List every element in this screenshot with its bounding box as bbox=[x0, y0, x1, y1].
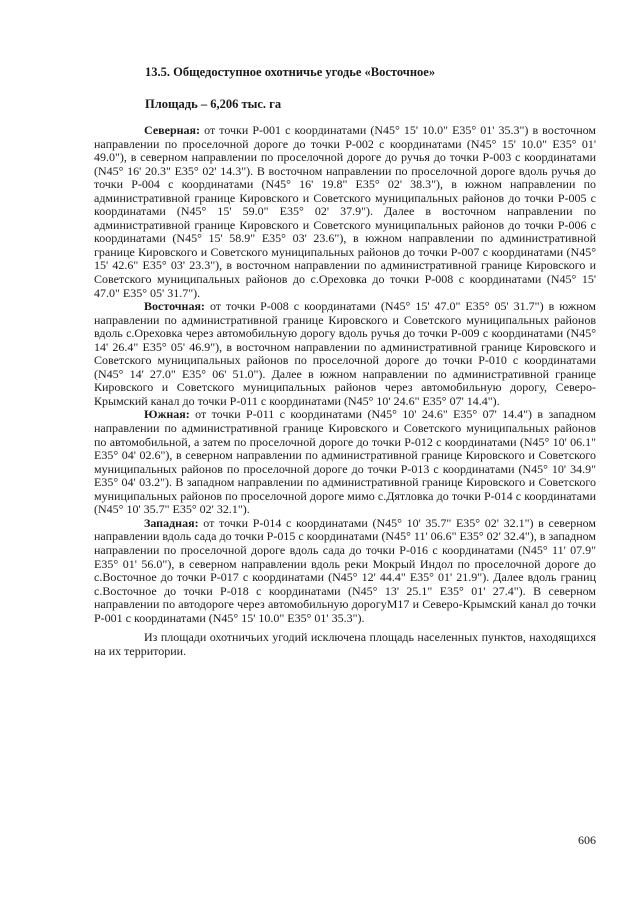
paragraph-text: от точки Р-014 с координатами (N45° 10' 35.7" E35° 02' 32.1") в северном направлении вдоль сада до точки Р-015 с координатами (N45° 11' 06.6" E35° 02' 32.4"), в западном направлении по проселочной дороге вдоль сада до точки Р-016 с координатами (N45° 11' 07.9" E35° 01' 56.0"), в северном направлении вдоль реки Мокрый Индол по проселочной дороге до с.Восточное до точки Р-017 с координатами (N45° 12' 44.4" E35° 01' 21.9"). Далее вдоль границ с.Восточное до точки Р-018 с координатами (N45° 13' 25.1" E35° 01' 27.4"). В северном направлении по автодороге через автомобильную дорогуМ17 и Северо-Крымский канал до точки Р-001 с координатами (N45° 15' 10.0" E35° 01' 35.3"). bbox=[94, 515, 596, 625]
paragraph-text: от точки Р-008 с координатами (N45° 15' 47.0" E35° 05' 31.7") в южном направлении по административной границе Кировского и Советского муниципальных районов вдоль с.Ореховка через автомобильную дорогу вдоль ручья до точки Р-009 с координатами (N45° 14' 26.4" E35° 05' 46.9"), в восточном направлении по административной границе Кировского и Советского муниципальных районов по проселочной дороге до точки Р-010 с координатами (N45° 14' 27.0" E35° 06' 51.0"). Далее в южном направлении по административной границе Кировского и Советского муниципальных районов через автомобильную дорогу, Северо-Крымский канал до точки Р-011 с координатами (N45° 10' 24.6" E35° 07' 14.4"). bbox=[94, 299, 596, 408]
paragraph-lead: Южная: bbox=[144, 407, 190, 422]
paragraph-east bbox=[94, 300, 596, 408]
paragraph-text: Из площади охотничьих угодий исключена площадь населенных пунктов, находящихся на их территории. bbox=[94, 630, 596, 658]
paragraph-south bbox=[94, 408, 596, 516]
area-line: Площадь – 6,206 тыс. га bbox=[145, 97, 282, 111]
paragraph-north bbox=[94, 124, 596, 300]
paragraph-lead: Северная: bbox=[144, 123, 201, 137]
paragraph-text: от точки Р-011 с координатами (N45° 10' 24.6" E35° 07' 14.4") в западном направлении по административной границе Кировского и Советского муниципальных районов по автомобильной, а затем по проселочной дороге до точки Р-012 с координатами (N45° 10' 06.1" E35° 04' 02.6"), в северном направлении по административной границе Кировского и Советского муниципальных районов по проселочной дороге до точки Р-013 с координатами (N45° 10' 34.9" E35° 04' 03.2"). В западном направлении по административной границе Кировского и Советского муниципальных районов по проселочной дороге мимо с.Дятловка до точки Р-014 с координатами (N45° 10' 35.7" E35° 02' 32.1"). bbox=[94, 407, 596, 517]
page-number: 606 bbox=[578, 833, 596, 847]
paragraph-lead: Западная: bbox=[144, 515, 199, 530]
paragraph-text: от точки Р-001 с координатами (N45° 15' 10.0" E35° 01' 35.3") в восточном направлении по проселочной дороге до точки Р-002 с координатами (N45° 15' 10.0" E35° 01' 49.0"), в северном направлении по проселочной дороге до ручья до точки Р-003 с координатами (N45° 16' 20.3" E35° 02' 14.3"). В восточном направлении по проселочной дороге вдоль ручья до точки Р-004 с координатами (N45° 16' 19.8" E35° 02' 38.3"), в южном направлении по административной границе Кировского и Советского муниципальных районов до точки Р-005 с координатами (N45° 15' 59.0" E35° 02' 37.9"). Далее в восточном направлении по административной границе Кировского и Советского муниципальных районов до точки Р-006 с координатами (N45° 15' 58.9" E35° 03' 23.6"), в южном направлении по административной границе Кировского и Советского муниципальных районов до точки Р-007 с координатами (N45° 15' 42.6" E35° 03' 23.3"), в восточном направлении по административной границе Кировского и Советского муниципальных районов до с.Ореховка до точки Р-008 с координатами (N45° 15' 47.0" E35° 05' 31.7"). bbox=[94, 123, 596, 300]
paragraph-west bbox=[94, 517, 596, 625]
section-heading: 13.5. Общедоступное охотничье угодье «Восточное» bbox=[145, 65, 436, 79]
paragraph-lead: Восточная: bbox=[144, 299, 205, 314]
paragraph-exclusion bbox=[94, 631, 596, 658]
boundary-description bbox=[94, 124, 596, 658]
